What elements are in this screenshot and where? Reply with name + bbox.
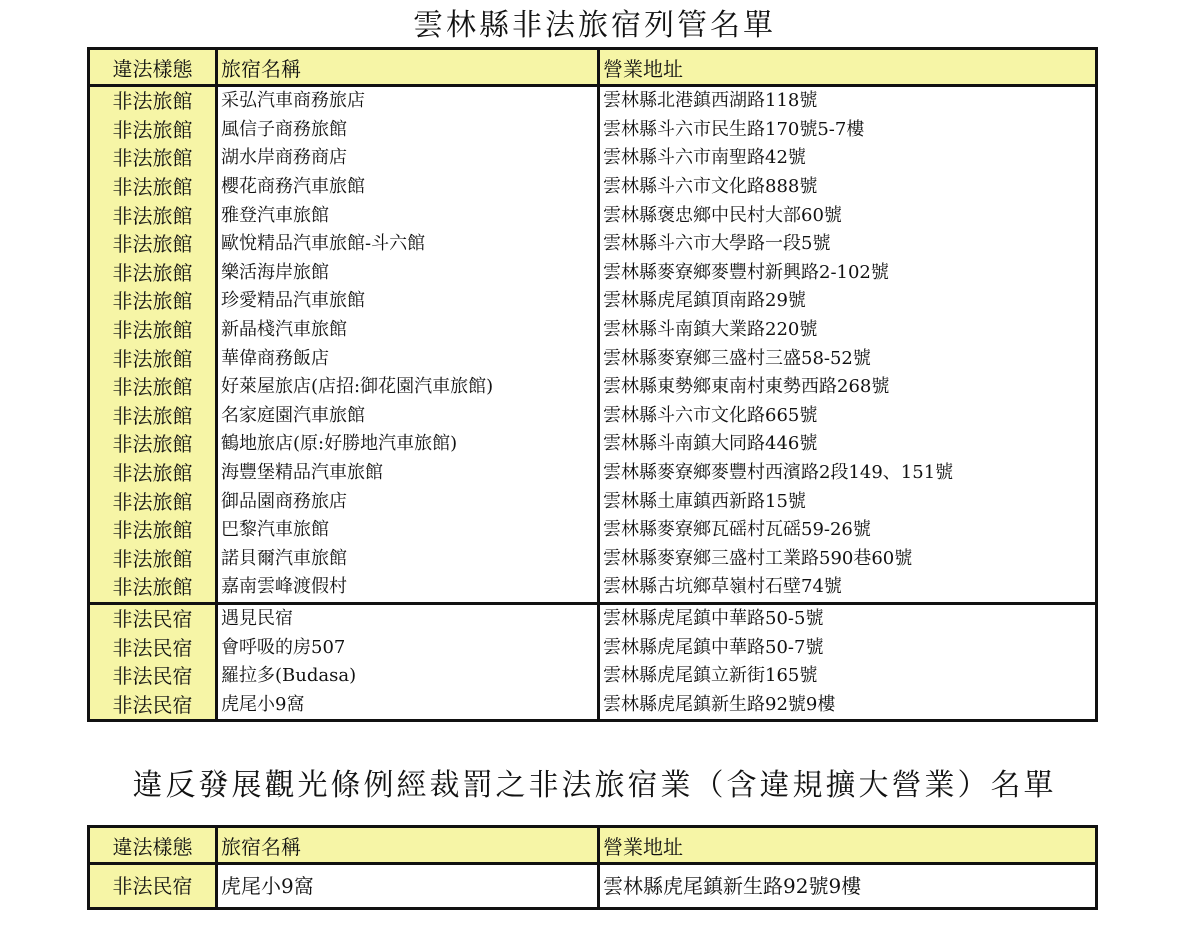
header-lodging-name: 旅宿名稱: [217, 827, 599, 864]
violation-type-cell: 非法民宿: [89, 690, 217, 720]
address-cell: 雲林縣麥寮鄉瓦磘村瓦磘59-26號: [599, 516, 1097, 545]
penalized-lodging-table: [87, 825, 1098, 910]
address-cell: 雲林縣虎尾鎮中華路50-5號: [599, 603, 1097, 633]
lodging-name-cell: 海豐堡精品汽車旅館: [217, 459, 599, 488]
address-cell: 雲林縣斗六市南聖路42號: [599, 144, 1097, 173]
lodging-name-cell: 虎尾小9窩: [217, 690, 599, 720]
table-row: [89, 116, 1097, 145]
address-cell: 雲林縣麥寮鄉麥豐村西濱路2段149、151號: [599, 459, 1097, 488]
violation-type-cell: 非法旅館: [89, 545, 217, 574]
address-cell: 雲林縣東勢鄉東南村東勢西路268號: [599, 373, 1097, 402]
address-cell: 雲林縣虎尾鎮新生路92號9樓: [599, 690, 1097, 720]
lodging-name-cell: 新晶棧汽車旅館: [217, 316, 599, 345]
lodging-name-cell: 風信子商務旅館: [217, 116, 599, 145]
violation-type-cell: 非法民宿: [89, 662, 217, 691]
address-cell: 雲林縣斗六市民生路170號5-7樓: [599, 116, 1097, 145]
table-row: [89, 573, 1097, 603]
table-row: [89, 230, 1097, 259]
violation-type-cell: 非法旅館: [89, 402, 217, 431]
table-row: [89, 144, 1097, 173]
table-row: [89, 201, 1097, 230]
address-cell: 雲林縣斗六市大學路一段5號: [599, 230, 1097, 259]
address-cell: 雲林縣虎尾鎮中華路50-7號: [599, 633, 1097, 662]
violation-type-cell: 非法民宿: [89, 633, 217, 662]
table-row: [89, 316, 1097, 345]
list1-title: 雲林縣非法旅宿列管名單: [413, 8, 776, 43]
header-lodging-name: 旅宿名稱: [217, 49, 599, 86]
table-row: [89, 662, 1097, 691]
lodging-name-cell: 諾貝爾汽車旅館: [217, 545, 599, 574]
address-cell: 雲林縣麥寮鄉三盛村三盛58-52號: [599, 344, 1097, 373]
table-row: [89, 259, 1097, 288]
table-row: [89, 690, 1097, 720]
address-cell: 雲林縣斗南鎮大業路220號: [599, 316, 1097, 345]
address-cell: 雲林縣北港鎮西湖路118號: [599, 86, 1097, 116]
table-row: [89, 603, 1097, 633]
address-cell: 雲林縣古坑鄉草嶺村石壁74號: [599, 573, 1097, 603]
header-address: 營業地址: [599, 49, 1097, 86]
violation-type-cell: 非法旅館: [89, 459, 217, 488]
table-row: [89, 516, 1097, 545]
address-cell: 雲林縣虎尾鎮頂南路29號: [599, 287, 1097, 316]
violation-type-cell: 非法旅館: [89, 116, 217, 145]
violation-type-cell: 非法旅館: [89, 316, 217, 345]
lodging-name-cell: 雅登汽車旅館: [217, 201, 599, 230]
address-cell: 雲林縣虎尾鎮立新街165號: [599, 662, 1097, 691]
lodging-name-cell: 虎尾小9窩: [217, 864, 599, 909]
address-cell: 雲林縣斗六市文化路888號: [599, 173, 1097, 202]
violation-type-cell: 非法旅館: [89, 144, 217, 173]
violation-type-cell: 非法旅館: [89, 173, 217, 202]
violation-type-cell: 非法旅館: [89, 373, 217, 402]
table-row: [89, 373, 1097, 402]
address-cell: 雲林縣麥寮鄉麥豐村新興路2-102號: [599, 259, 1097, 288]
lodging-name-cell: 遇見民宿: [217, 603, 599, 633]
header-violation-type: 違法樣態: [89, 49, 217, 86]
table-row: [89, 459, 1097, 488]
lodging-name-cell: 華偉商務飯店: [217, 344, 599, 373]
table-row: [89, 287, 1097, 316]
lodging-name-cell: 好萊屋旅店(店招:御花園汽車旅館): [217, 373, 599, 402]
table-row: [89, 402, 1097, 431]
header-violation-type: 違法樣態: [89, 827, 217, 864]
violation-type-cell: 非法旅館: [89, 487, 217, 516]
table-row: [89, 487, 1097, 516]
violation-type-cell: 非法民宿: [89, 864, 217, 909]
lodging-name-cell: 珍愛精品汽車旅館: [217, 287, 599, 316]
violation-type-cell: 非法旅館: [89, 430, 217, 459]
violation-type-cell: 非法旅館: [89, 259, 217, 288]
lodging-name-cell: 湖水岸商務商店: [217, 144, 599, 173]
violation-type-cell: 非法旅館: [89, 516, 217, 545]
violation-type-cell: 非法旅館: [89, 287, 217, 316]
table-row: [89, 344, 1097, 373]
header-address: 營業地址: [599, 827, 1097, 864]
address-cell: 雲林縣斗六市文化路665號: [599, 402, 1097, 431]
violation-type-cell: 非法旅館: [89, 344, 217, 373]
table-row: [89, 545, 1097, 574]
violation-type-cell: 非法旅館: [89, 573, 217, 603]
violation-type-cell: 非法旅館: [89, 86, 217, 116]
violation-type-cell: 非法民宿: [89, 603, 217, 633]
table-header-row: [89, 827, 1097, 864]
address-cell: 雲林縣麥寮鄉三盛村工業路590巷60號: [599, 545, 1097, 574]
lodging-name-cell: 御品園商務旅店: [217, 487, 599, 516]
illegal-lodging-table: [87, 47, 1098, 722]
lodging-name-cell: 巴黎汽車旅館: [217, 516, 599, 545]
table-row: [89, 633, 1097, 662]
lodging-name-cell: 櫻花商務汽車旅館: [217, 173, 599, 202]
address-cell: 雲林縣虎尾鎮新生路92號9樓: [599, 864, 1097, 909]
violation-type-cell: 非法旅館: [89, 201, 217, 230]
lodging-name-cell: 嘉南雲峰渡假村: [217, 573, 599, 603]
lodging-name-cell: 會呼吸的房507: [217, 633, 599, 662]
lodging-name-cell: 名家庭園汽車旅館: [217, 402, 599, 431]
table-row: [89, 173, 1097, 202]
address-cell: 雲林縣斗南鎮大同路446號: [599, 430, 1097, 459]
lodging-name-cell: 羅拉多(Budasa): [217, 662, 599, 691]
address-cell: 雲林縣土庫鎮西新路15號: [599, 487, 1097, 516]
lodging-name-cell: 樂活海岸旅館: [217, 259, 599, 288]
table-row: [89, 864, 1097, 909]
lodging-name-cell: 采弘汽車商務旅店: [217, 86, 599, 116]
address-cell: 雲林縣褒忠鄉中民村大部60號: [599, 201, 1097, 230]
table-row: [89, 430, 1097, 459]
table-header-row: [89, 49, 1097, 86]
lodging-name-cell: 歐悅精品汽車旅館-斗六館: [217, 230, 599, 259]
violation-type-cell: 非法旅館: [89, 230, 217, 259]
table-row: [89, 86, 1097, 116]
list2-title: 違反發展觀光條例經裁罰之非法旅宿業（含違規擴大營業）名單: [132, 768, 1057, 803]
lodging-name-cell: 鶴地旅店(原:好勝地汽車旅館): [217, 430, 599, 459]
